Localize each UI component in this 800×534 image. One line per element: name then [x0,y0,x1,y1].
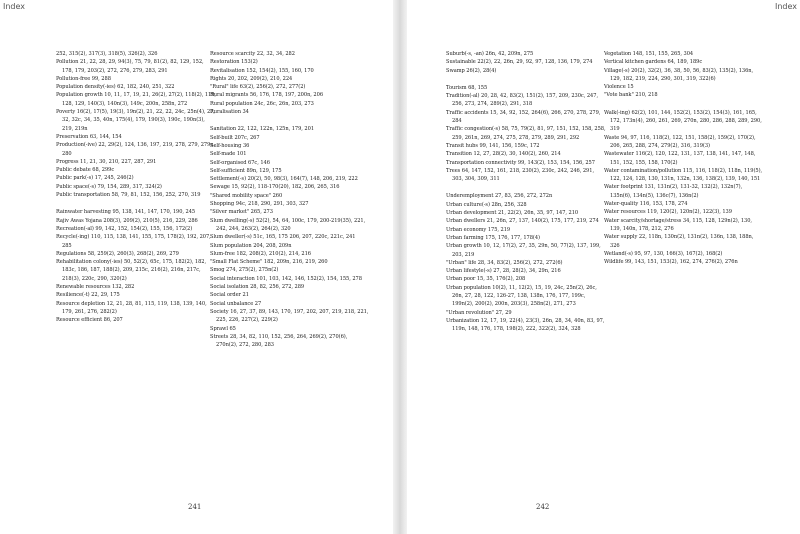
index-entry: Urbanization 12, 17, 19, 22(4), 23(3), 26n, 28, 34, 40n, 83, 97, 119n, 148, 176, 178, 198(2), 222, 322(2), 324, 328 [446,317,605,333]
index-entry: Water resources 119, 120(2), 120n(2), 122(3), 139 [604,209,732,216]
index-entry: Preservation 63, 144, 154 [56,133,122,140]
index-entry: Recycle(-ing) 110, 115, 138, 141, 155, 175, 178(2), 192, 207, 285 [56,234,211,249]
index-entry: "Urban" life 28, 34, 83(2), 256(2), 272, 272(6) [446,259,563,266]
index-entry: Urban poor 15, 35, 176(2), 208 [446,276,526,283]
index-entry: Village(-s) 20(2), 32(2), 36, 38, 50, 56, 83(2), 135(2), 136n, 129, 182, 219, 224, 290, 301, 319, 322(6) [604,67,754,82]
page-number-left: 241 [188,503,202,511]
index-entry: Social order 21 [210,292,249,299]
index-entry: Resource scarcity 22, 32, 34, 282 [210,51,295,57]
index-entry: Urban culture(-s) 28n, 256, 328 [446,201,527,208]
page-number-right: 242 [536,503,550,511]
index-entry: Renewable resources 132, 282 [56,284,135,291]
index-entry: Urban economy 175, 219 [446,226,511,233]
index-entry: Tradition(-al) 20, 28, 42, 83(2), 151(2), 157, 209, 230c, 247, 256, 273, 274, 289(2), 291, 318 [446,93,599,108]
index-entry: Swamp 26(2), 28(4) [446,67,497,74]
index-entry: Sprawl 65 [210,325,236,332]
index-entry: Social unbalance 27 [210,300,262,307]
index-entry: Wildlife 99, 143, 151, 153(2), 162, 274, 276(2), 276n [604,259,738,266]
index-entry: Self-organised 67c, 146 [210,159,270,166]
index-entry: "Rural" life 63(2), 256(2), 272, 277(2) [210,84,306,91]
index-entry: Urban population 10(2), 11, 12(2), 15, 19, 24c, 25n(2), 26c, 26n, 27, 28, 122, 126-27, 138, 138n, 176, 177, 199c, 199n(2), 200(2), 200n, 203(3), 258n(2), 271, 273 [446,284,597,308]
index-entry: Transition 12, 27, 28(2), 30, 140(2), 260, 214 [446,151,561,158]
index-entry: Urban growth 10, 12, 17(2), 27, 35, 29n, 50, 77(2), 137, 199, 203, 219 [446,243,601,258]
index-entry: Production(-ive) 22, 29(2), 124, 136, 197, 219, 278, 279, 279n, 280 [56,142,216,157]
index-entry: Poverty 16(2), 17(5), 19(3), 19n(2), 21, 22, 22, 24c, 25n(4), 27, 32, 32c, 34, 35, 40n, 175(4), 179, 190(3), 190c, 190n(3), 219, 219n [56,109,215,132]
index-entry: Settlement(-s) 20(2), 50, 98(3), 164(7), 148, 206, 219, 222 [210,176,358,183]
index-entry: Pollution-free 99, 288 [56,75,111,82]
index-entry: Rural migrants 56, 176, 178, 197, 200n, 206 [210,92,324,99]
index-column-2 [210,50,370,349]
index-entry: Streets 28, 34, 82, 110, 152, 256, 264, 269(2), 270(6), 270n(2), 272, 280, 283 [210,333,348,349]
index-entry: Trees 64, 147, 152, 161, 218, 230(2), 230c, 242, 246, 291, 303, 304, 309, 311 [446,167,595,183]
index-column-3 [446,50,606,334]
page-gutter [393,0,407,534]
index-entry: Water contamination/pollution 115, 116, 118(2), 118n, 119(5), 122, 124, 128, 130, 131n, 132n, 136, 138(2), 139, 140, 151 [604,167,763,183]
index-column-4 [604,50,764,266]
index-entry: Society 16, 27, 37, 89, 143, 170, 197, 202, 207, 219, 218, 221, 225, 226, 227(2), 229(2) [210,308,369,324]
index-column-1 [56,50,216,325]
index-entry: "Vote bank" 210, 218 [604,92,658,99]
index-entry: Urban dwellers 21, 26n, 27, 137, 140(2), 175, 177, 219, 274 [446,218,599,225]
index-entry: Sustainable 22(2), 22, 26n, 29, 92, 97, 128, 136, 179, 274 [446,59,593,66]
index-entry: Resource efficient 86, 207 [56,317,123,324]
index-entry: Resilience(-t) 22, 29, 175 [56,292,120,299]
index-entry: Shopping 94c, 218, 290, 291, 303, 327 [210,201,309,208]
index-entry: Underemployment 27, 83, 256, 272, 272n [446,193,553,200]
index-entry: Self-made 101 [210,151,247,158]
index-entry: Resource depletion 12, 21, 28, 81, 115, 119, 138, 139, 140, 179, 261, 276, 282(2) [56,300,207,315]
index-entry: Self-sufficient 89n, 129, 175 [210,167,282,174]
index-entry: Public space(-s) 79, 154, 289, 317, 324(2) [56,183,162,190]
index-entry: Public transportation 58, 79, 81, 152, 156, 252, 270, 319 [56,192,201,199]
index-entry: Transportation connectivity 99, 143(2), 153, 154, 156, 257 [446,159,595,166]
index-entry: Slum dweller(-s) 51c, 165, 175 206, 207, 220c, 221c, 241 [210,234,356,241]
index-entry: Walk(-ing) 62(2), 101, 144, 152(2), 153(2), 154(3), 161, 165, 172, 173n(4), 260, 261, 269, 270n, 280, 286, 288, 289, 290, 319 [604,109,762,133]
index-entry: Social interaction 101, 103, 142, 146, 152(2), 154, 155, 278 [210,275,362,282]
index-entry: Restoration 153(2) [210,59,258,66]
index-entry: Social isolation 28, 82, 256, 272, 289 [210,284,305,291]
index-entry: Rights 20, 202, 209(2), 210, 224 [210,75,293,82]
index-entry: "Silver market" 265, 273 [210,209,273,216]
running-header-right: Index [774,2,797,11]
index-entry: Waste 94, 97, 116, 118(2), 122, 151, 158(2), 159(2), 170(2), 206, 265, 288, 274, 279(2), 316, 319(3) [604,134,756,149]
index-entry: Rural population 24c, 26c, 26n, 203, 273 [210,100,314,107]
index-entry: Regulations 58, 259(2), 260(3), 268(2), 269, 279 [56,250,179,257]
index-entry: Suburb(-s, -an) 26n, 42, 209n, 275 [446,51,534,57]
index-entry: Urban development 21, 22(2), 26n, 35, 97, 147, 210 [446,210,579,217]
index-entry: Urban lifestyle(-s) 27, 28, 28(2), 34, 29n, 216 [446,268,561,275]
index-entry: Public park(-s) 17, 245, 246(2) [56,175,134,182]
index-entry: Tourism 68, 155 [446,84,488,91]
index-entry: Population growth 10, 11, 17, 19, 21, 26(2), 27(2), 118(2), 119, 128, 129, 140(3), 140n(3), 149c, 200n, 258n, 272 [56,92,216,107]
index-entry: Progress 11, 21, 30, 210, 227, 287, 291 [56,158,157,165]
index-entry: Urban farming 175, 176, 177, 178(4) [446,234,540,241]
index-entry: Slum dwelling(-s) 52(2), 54, 64, 100c, 179, 200-219(35), 221, 242, 244, 263(2), 264(2), 320 [210,217,366,232]
index-entry: Revitalisation 152, 154(2), 155, 160, 170 [210,67,314,74]
index-entry: Vertical kitchen gardens 64, 189, 189c [604,59,703,66]
running-header-left: Index [3,2,26,11]
index-entry: Water scarcity/shortage/stress 34, 115, 128, 129n(2), 130, 139, 140n, 178, 212, 276 [604,217,752,232]
index-entry: Transit hubs 99, 141, 156, 159c, 172 [446,142,540,149]
index-entry: "Shared mobility space" 260 [210,192,283,199]
index-entry: Sanitation 22, 122, 122n, 125n, 179, 201 [210,126,315,133]
index-entry: Rainwater harvesting 95, 138, 141, 147, 170, 190, 245 [56,209,196,216]
index-entry: Sewage 15, 92(2), 118-170(20), 182, 206, 265, 316 [210,184,340,191]
index-entry: Vegetation 148, 151, 155, 265, 304 [604,51,694,57]
index-entry: Rajiv Awas Yojana 208(3), 209(2), 210(5), 216, 229, 286 [56,217,198,224]
index-entry: Recreation(-al) 99, 142, 152, 154(2), 155, 156, 172(2) [56,225,193,232]
index-entry: Water-quality 116, 153, 178, 274 [604,201,688,208]
index-entry: Wastewater 116(2), 120, 122, 131, 137, 138, 141, 147, 148, 151, 152, 155, 158, 170(2) [604,151,756,166]
index-entry: Traffic accidents 15, 34, 92, 152, 264(6), 266, 270, 278, 279, 284 [446,109,601,125]
index-entry: Water footprint 131, 131n(2), 131-32, 132(2), 132n(7), 135n(6), 134n(5), 136c(7), 136n(2) [604,184,743,199]
index-entry: Ruralisation 34 [210,109,249,116]
index-entry: Water supply 22, 118n, 130n(2), 131n(2), 136n, 138, 188n, 326 [604,234,754,249]
index-entry: Population density(-ies) 62, 182, 240, 251, 322 [56,84,175,91]
index-entry: Traffic congestion(-s) 58, 75, 79(2), 81, 97, 151, 152, 158, 258, 259, 261n, 269, 274, 275, 278, 279, 289, 291, 292 [446,126,606,141]
index-entry: Self-built 207c, 267 [210,134,260,141]
index-entry: "Small Flat Scheme" 182, 209n, 216, 219, 260 [210,259,328,266]
index-entry: "Urban revolution" 27, 29 [446,309,512,316]
index-entry: Slum-free 182, 208(2), 210(2), 214, 216 [210,250,311,257]
index-entry: Rehabilitation colony(-ies) 50, 52(2), 65c, 175, 182(2), 182, 183c, 186, 187, 188(2), 209, 215c, 216(2), 216n, 217c, 218(3), 220c, 290, 320(2) [56,259,207,282]
index-entry: Pollution 21, 22, 28, 29, 94(3), 75, 79, 81(2), 82, 129, 152, 178, 179, 203(2), 272, 276, 279, 283, 291 [56,59,204,74]
index-entry: 252, 315(2), 317(3), 318(5), 326(2), 326 [56,51,158,57]
index-entry: Slum population 204, 208, 209n [210,242,292,249]
index-entry: Smog 274, 275(2), 275n(2) [210,267,279,274]
index-entry: Violence 15 [604,84,634,91]
index-entry: Self-housing 36 [210,142,250,149]
index-entry: Wetland(-s) 95, 97, 130, 166(3), 167(2), 168(2) [604,250,723,257]
index-entry: Public debate 68, 299c [56,167,115,174]
